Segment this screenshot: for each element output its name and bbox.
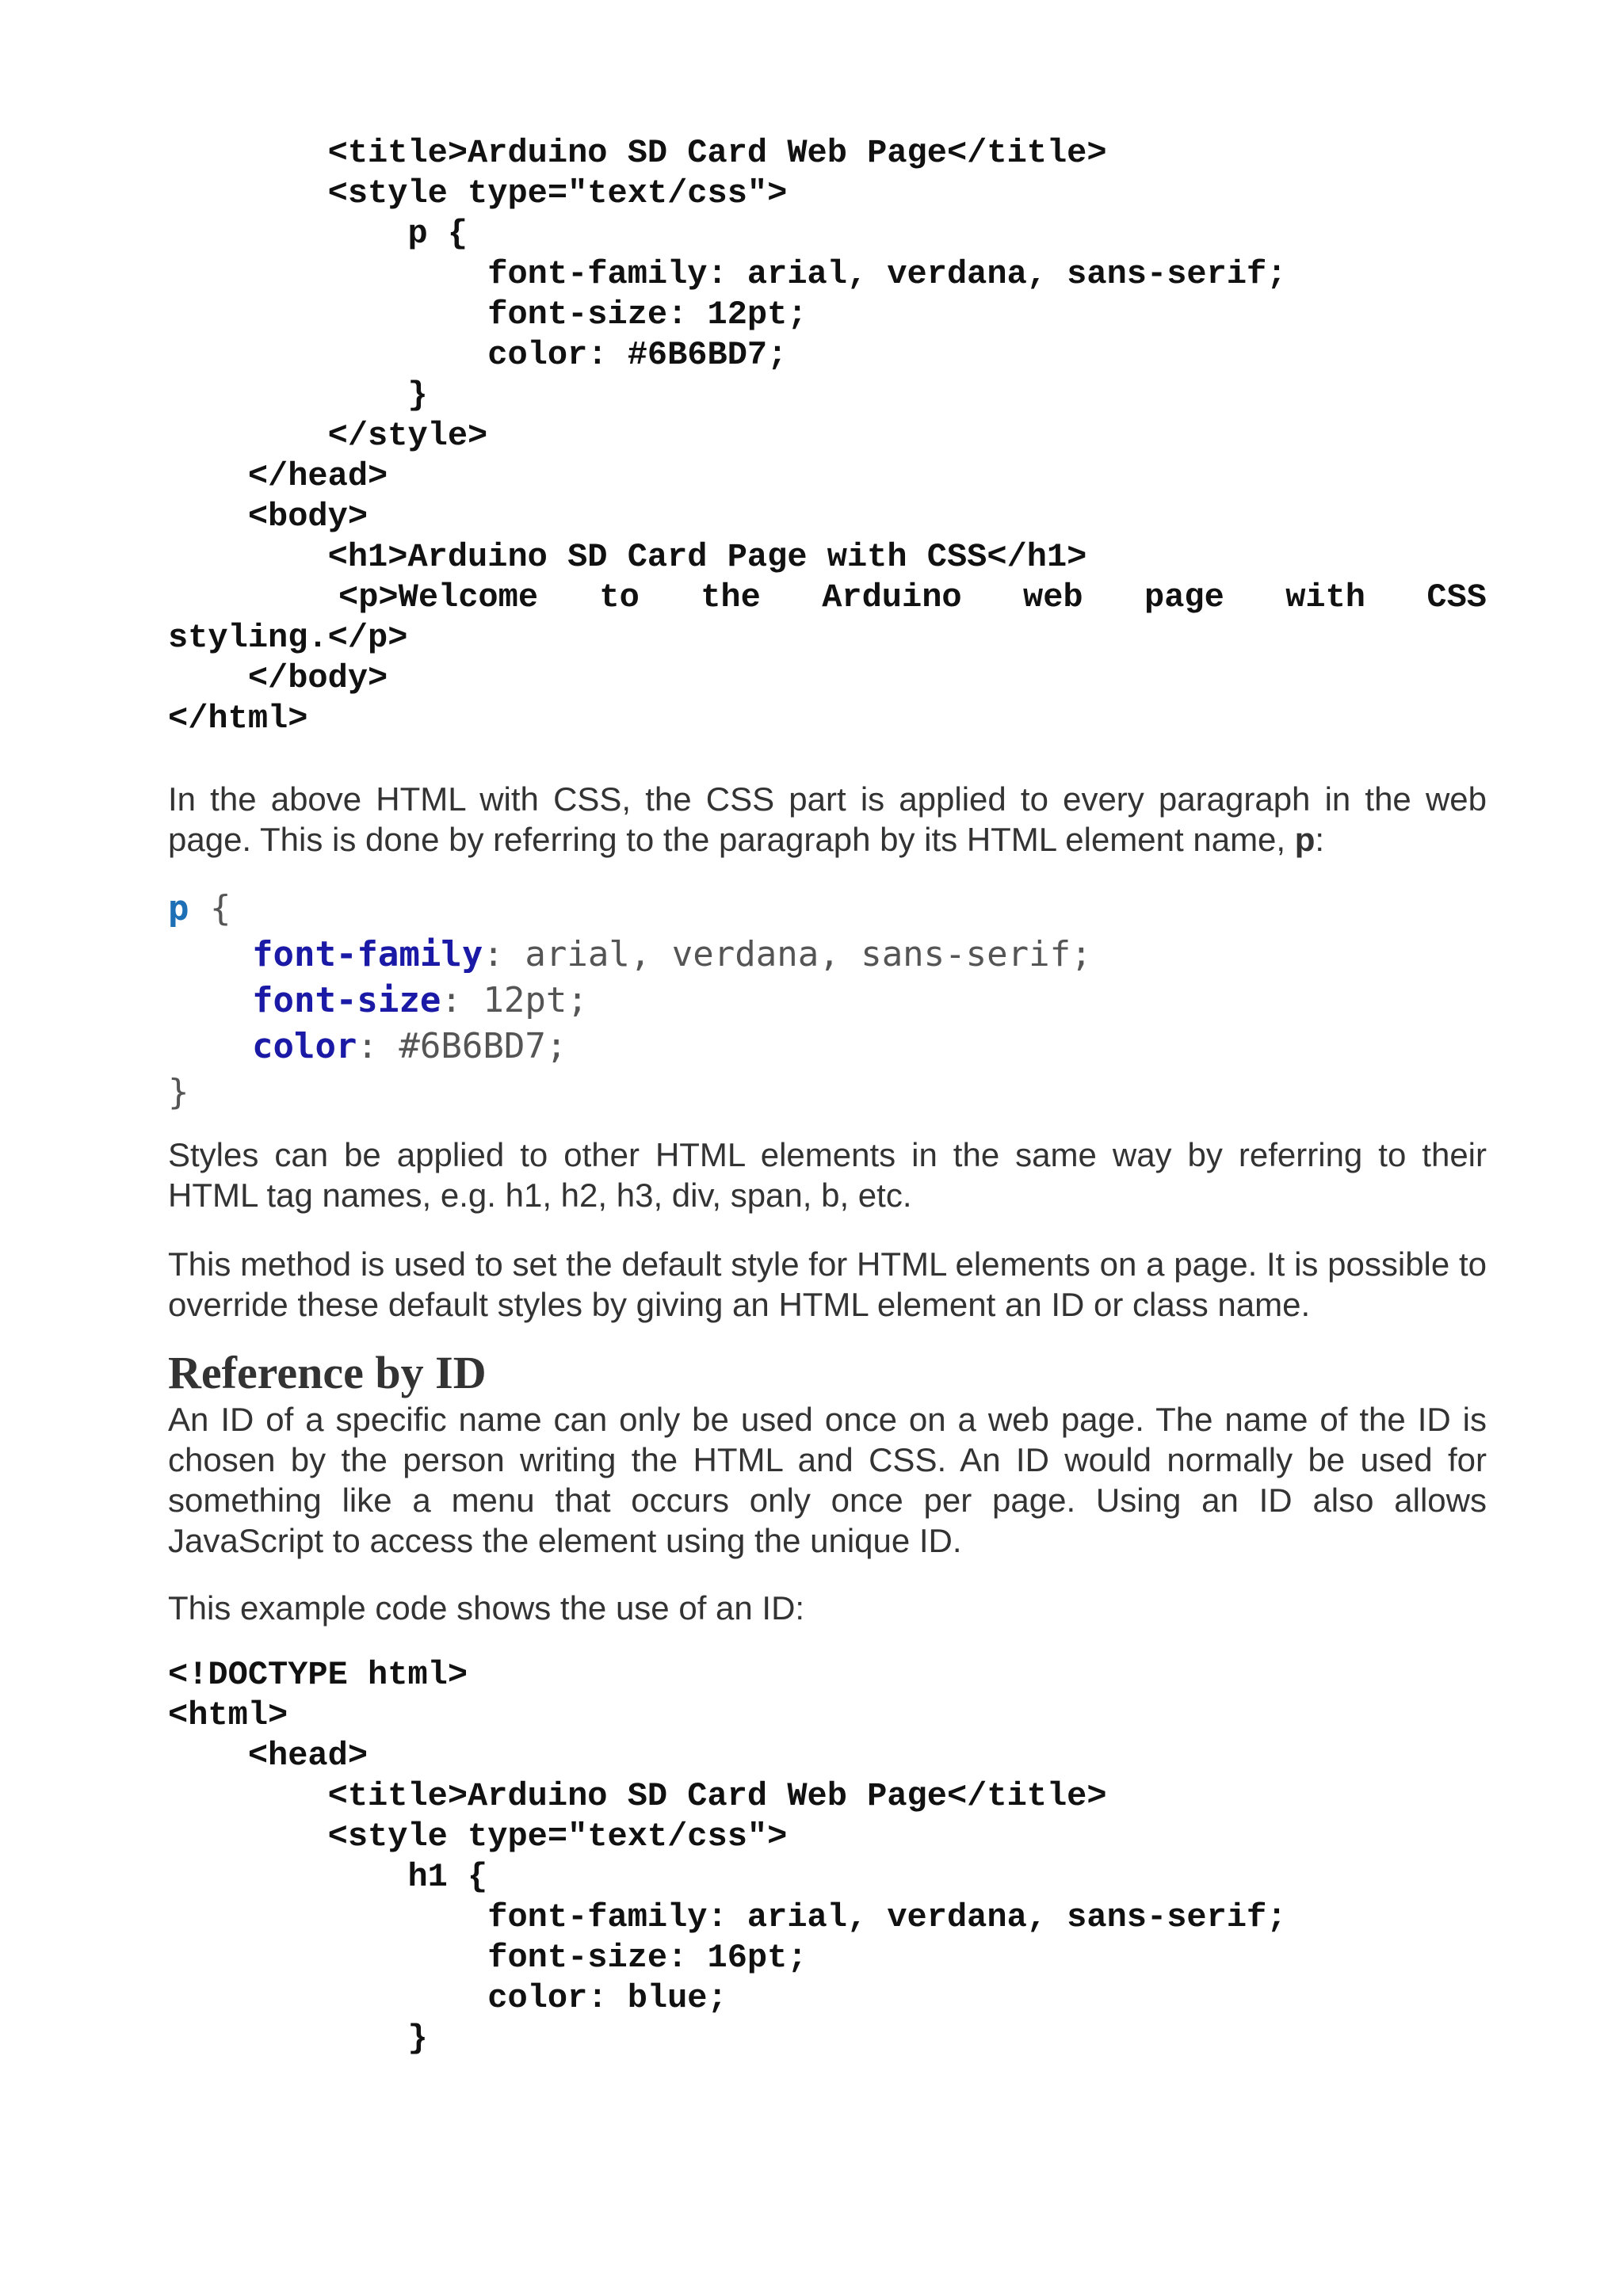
- code-line: font-size: 12pt;: [168, 296, 808, 334]
- code-line: <title>Arduino SD Card Web Page</title>: [168, 1777, 1107, 1815]
- code-line: styling.</p>: [168, 619, 408, 657]
- code-line: <!DOCTYPE html>: [168, 1656, 468, 1694]
- code-line: color: #6B6BD7;: [168, 336, 788, 374]
- snippet-property: font-family: [251, 934, 483, 974]
- paragraph-end: :: [1315, 821, 1325, 858]
- code-block-1: [168, 133, 1487, 739]
- code-line: p {: [168, 215, 468, 253]
- snippet-line: [168, 932, 1487, 978]
- code-line: <title>Arduino SD Card Web Page</title>: [168, 134, 1107, 172]
- code-line: <h1>Arduino SD Card Page with CSS</h1>: [168, 538, 1087, 576]
- code-line: </head>: [168, 457, 388, 495]
- code-line: font-family: arial, verdana, sans-serif;: [168, 255, 1287, 293]
- snippet-line: [168, 1024, 1487, 1070]
- paragraph-default-style: This method is used to set the default style for HTML elements on a page. It is possible to override these default styles by giving an HTML element an ID or class name.: [168, 1245, 1487, 1323]
- snippet-line: [168, 978, 1487, 1024]
- paragraph-styles-other-elements: Styles can be applied to other HTML elements in the same way by referring to their HTML tag names, e.g. h1, h2, h3, div, span, b, etc.: [168, 1136, 1487, 1214]
- code-line: </html>: [168, 700, 308, 738]
- css-snippet: [168, 886, 1487, 1116]
- code-line: h1 {: [168, 1858, 488, 1896]
- code-line: <head>: [168, 1737, 369, 1775]
- code-line: <body>: [168, 498, 369, 536]
- code-block-2: [168, 1655, 1487, 2059]
- snippet-open-brace: {: [210, 888, 231, 929]
- snippet-line: [168, 886, 1487, 932]
- code-line: color: blue;: [168, 1979, 727, 2017]
- code-line: <html>: [168, 1696, 288, 1734]
- snippet-selector: p: [168, 888, 189, 929]
- code-line: }: [168, 2019, 428, 2058]
- snippet-line: [168, 1070, 1487, 1116]
- code-line: <style type="text/css">: [168, 174, 788, 212]
- code-line: font-size: 16pt;: [168, 1939, 808, 1977]
- paragraph-css-explanation: [168, 779, 1487, 860]
- snippet-value: : arial, verdana, sans-serif;: [483, 934, 1092, 974]
- snippet-property: font-size: [251, 980, 441, 1020]
- paragraph-example-intro: This example code shows the use of an ID:: [168, 1589, 805, 1627]
- code-line: }: [168, 376, 428, 414]
- code-line-justified: <p>Welcome to the Arduino web page with CSS: [338, 578, 1487, 616]
- paragraph-text: In the above HTML with CSS, the CSS part is applied to every paragraph in the web page. This is done by referring to the paragraph by its HTML element name,: [168, 780, 1487, 858]
- code-line: <style type="text/css">: [168, 1817, 788, 1855]
- snippet-value: : #6B6BD7;: [357, 1026, 567, 1066]
- code-line: </body>: [168, 659, 388, 697]
- snippet-property: color: [251, 1026, 357, 1066]
- paragraph-id-explanation: An ID of a specific name can only be used once on a web page. The name of the ID is chosen by the person writing the HTML and CSS. An ID would normally be used for something like a menu that occurs only once per page. Using an ID also allows JavaScript to access the element using the unique ID.: [168, 1401, 1487, 1559]
- paragraph-bold-element: p: [1294, 821, 1316, 858]
- code-line: </style>: [168, 417, 488, 455]
- snippet-close-brace: }: [168, 1072, 189, 1112]
- document-page: [168, 133, 1487, 2059]
- snippet-value: : 12pt;: [441, 980, 588, 1020]
- code-line: font-family: arial, verdana, sans-serif;: [168, 1898, 1287, 1936]
- section-heading: Reference by ID: [168, 1347, 487, 1398]
